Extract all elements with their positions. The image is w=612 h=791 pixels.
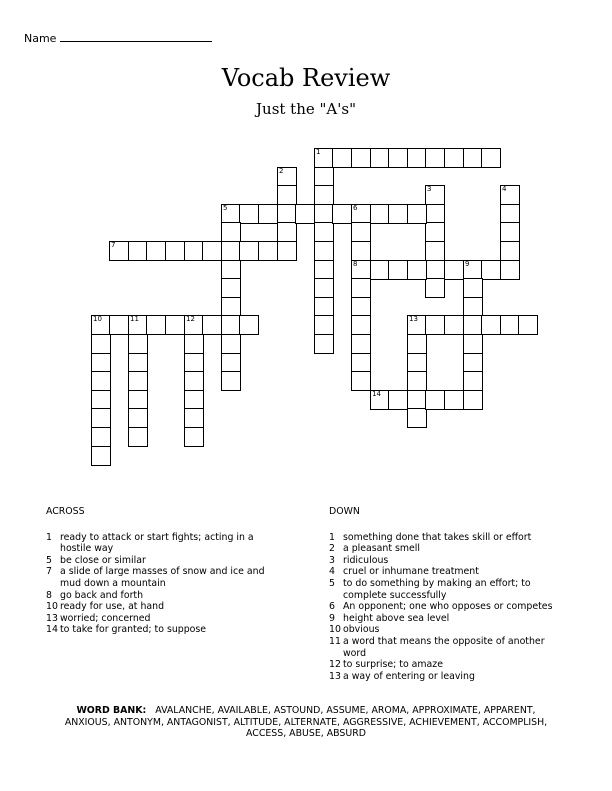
crossword-cell[interactable]: [370, 260, 390, 280]
clue-number: 13: [46, 612, 58, 624]
crossword-cell[interactable]: [388, 204, 408, 224]
crossword-cell[interactable]: [351, 353, 371, 373]
crossword-cell[interactable]: [314, 148, 334, 168]
crossword-cell[interactable]: [184, 390, 204, 410]
crossword-cell[interactable]: [314, 334, 334, 354]
crossword-cell[interactable]: [388, 390, 408, 410]
clue-text: cruel or inhumane treatment: [343, 566, 479, 578]
down-clue-5: [329, 578, 569, 601]
page-title: Vocab Review: [221, 64, 391, 92]
cell-number: 2: [279, 167, 284, 175]
clue-number: 14: [46, 624, 58, 636]
word-bank: [60, 705, 552, 740]
clue-number: 13: [329, 670, 341, 682]
crossword-cell[interactable]: [277, 204, 297, 224]
crossword-cell[interactable]: [351, 334, 371, 354]
crossword-cell[interactable]: [128, 334, 148, 354]
crossword-cell[interactable]: [91, 315, 111, 335]
down-clue-13: [329, 671, 569, 683]
crossword-cell[interactable]: [463, 297, 483, 317]
crossword-cell[interactable]: [221, 353, 241, 373]
crossword-cell[interactable]: [184, 427, 204, 447]
crossword-cell[interactable]: [277, 241, 297, 261]
down-clue-9: [329, 613, 569, 625]
clue-number: 1: [46, 531, 52, 543]
crossword-cell[interactable]: [500, 222, 520, 242]
crossword-cell[interactable]: [314, 297, 334, 317]
crossword-cell[interactable]: [128, 371, 148, 391]
clue-text: An opponent; one who opposes or competes: [343, 601, 553, 613]
crossword-cell[interactable]: [463, 390, 483, 410]
cell-number: 1: [316, 148, 321, 156]
clue-text: to surprise; to amaze: [343, 659, 443, 671]
clue-text: a pleasant smell: [343, 543, 421, 555]
clue-number: 8: [46, 589, 52, 601]
cell-number: 10: [93, 315, 102, 323]
crossword-cell[interactable]: [332, 148, 352, 168]
crossword-cell[interactable]: [407, 204, 427, 224]
cell-number: 13: [409, 315, 418, 323]
crossword-cell[interactable]: [184, 334, 204, 354]
clue-text: ridiculous: [343, 554, 389, 566]
cell-number: 6: [353, 204, 358, 212]
crossword-cell[interactable]: [91, 390, 111, 410]
crossword-cell[interactable]: [463, 315, 483, 335]
crossword-cell[interactable]: [184, 408, 204, 428]
clue-number: 7: [46, 566, 52, 578]
down-clue-4: [329, 566, 569, 578]
crossword-cell[interactable]: [407, 408, 427, 428]
down-clue-3: [329, 555, 569, 567]
crossword-cell[interactable]: [463, 278, 483, 298]
cell-number: 3: [427, 185, 432, 193]
crossword-cell[interactable]: [407, 334, 427, 354]
cell-number: 11: [130, 315, 139, 323]
crossword-cell[interactable]: [221, 204, 241, 224]
crossword-cell[interactable]: [91, 371, 111, 391]
crossword-cell[interactable]: [221, 241, 241, 261]
crossword-cell[interactable]: [165, 315, 185, 335]
crossword-cell[interactable]: [184, 315, 204, 335]
down-clue-12: [329, 659, 569, 671]
crossword-cell[interactable]: [463, 353, 483, 373]
across-clue-10: [46, 601, 286, 613]
crossword-cell[interactable]: [481, 260, 501, 280]
clue-number: 11: [329, 635, 341, 647]
crossword-cell[interactable]: [221, 315, 241, 335]
crossword-cell[interactable]: [128, 241, 148, 261]
crossword-cell[interactable]: [295, 204, 315, 224]
cell-number: 7: [111, 241, 116, 249]
crossword-cell[interactable]: [518, 315, 538, 335]
name-label: Name: [24, 32, 57, 45]
crossword-cell[interactable]: [314, 241, 334, 261]
across-clues: [46, 506, 286, 636]
clue-text: be close or similar: [60, 554, 146, 566]
crossword-cell[interactable]: [425, 241, 445, 261]
crossword-cell[interactable]: [221, 297, 241, 317]
crossword-cell[interactable]: [351, 222, 371, 242]
crossword-cell[interactable]: [91, 334, 111, 354]
across-clue-14: [46, 624, 286, 636]
cell-number: 12: [186, 315, 195, 323]
clue-number: 2: [329, 543, 335, 555]
across-heading: ACROSS: [46, 506, 85, 517]
crossword-cell[interactable]: [91, 408, 111, 428]
crossword-cell[interactable]: [221, 278, 241, 298]
crossword-cell[interactable]: [221, 260, 241, 280]
crossword-cell[interactable]: [425, 315, 445, 335]
crossword-cell[interactable]: [463, 148, 483, 168]
crossword-cell[interactable]: [165, 241, 185, 261]
crossword-cell[interactable]: [184, 371, 204, 391]
crossword-cell[interactable]: [332, 204, 352, 224]
crossword-cell[interactable]: [109, 315, 129, 335]
clue-number: 6: [329, 601, 335, 613]
crossword-cell[interactable]: [500, 241, 520, 261]
clue-text: a way of entering or leaving: [343, 670, 475, 682]
crossword-cell[interactable]: [425, 390, 445, 410]
crossword-cell[interactable]: [388, 148, 408, 168]
clue-text: ready for use, at hand: [60, 601, 165, 613]
crossword-cell[interactable]: [258, 241, 278, 261]
crossword-cell[interactable]: [146, 241, 166, 261]
crossword-cell[interactable]: [314, 204, 334, 224]
clue-number: 10: [329, 624, 341, 636]
page-subtitle: Just the "A's": [256, 100, 356, 118]
down-clue-10: [329, 624, 569, 636]
crossword-cell[interactable]: [109, 241, 129, 261]
crossword-cell[interactable]: [277, 222, 297, 242]
crossword-cell[interactable]: [184, 353, 204, 373]
crossword-cell[interactable]: [425, 148, 445, 168]
crossword-cell[interactable]: [314, 222, 334, 242]
crossword-cell[interactable]: [407, 260, 427, 280]
clue-text: a word that means the opposite of another word: [343, 635, 545, 659]
cell-number: 5: [223, 204, 228, 212]
crossword-cell[interactable]: [500, 315, 520, 335]
crossword-cell[interactable]: [500, 260, 520, 280]
clue-text: worried; concerned: [60, 612, 151, 624]
crossword-cell[interactable]: [351, 371, 371, 391]
across-clue-13: [46, 613, 286, 625]
crossword-cell[interactable]: [370, 148, 390, 168]
across-clue-8: [46, 590, 286, 602]
crossword-cell[interactable]: [463, 260, 483, 280]
clue-text: ready to attack or start fights; acting in a hostile way: [60, 531, 254, 555]
clue-text: to take for granted; to suppose: [60, 624, 207, 636]
crossword-cell[interactable]: [463, 334, 483, 354]
clue-text: to do something by making an effort; to complete successfully: [343, 577, 531, 601]
crossword-cell[interactable]: [425, 278, 445, 298]
cell-number: 14: [372, 390, 381, 398]
cell-number: 9: [465, 260, 470, 268]
crossword-cell[interactable]: [277, 167, 297, 187]
clue-text: height above sea level: [343, 612, 450, 624]
down-clue-2: [329, 543, 569, 555]
clue-number: 12: [329, 659, 341, 671]
clue-number: 9: [329, 612, 335, 624]
crossword-cell[interactable]: [221, 222, 241, 242]
crossword-cell[interactable]: [351, 278, 371, 298]
crossword-cell[interactable]: [463, 371, 483, 391]
crossword-cell[interactable]: [425, 222, 445, 242]
crossword-cell[interactable]: [184, 241, 204, 261]
clue-number: 1: [329, 531, 335, 543]
name-field[interactable]: [24, 31, 212, 45]
crossword-cell[interactable]: [202, 241, 222, 261]
cell-number: 4: [502, 185, 507, 193]
crossword-cell[interactable]: [314, 260, 334, 280]
crossword-cell[interactable]: [500, 185, 520, 205]
crossword-cell[interactable]: [221, 371, 241, 391]
crossword-cell[interactable]: [91, 353, 111, 373]
crossword-cell[interactable]: [277, 185, 297, 205]
crossword-cell[interactable]: [258, 204, 278, 224]
crossword-cell[interactable]: [239, 204, 259, 224]
down-clues: [329, 506, 569, 682]
crossword-cell[interactable]: [221, 334, 241, 354]
word-bank-words: AVALANCHE, AVAILABLE, ASTOUND, ASSUME, AROMA, APPROXIMATE, APPARENT, ANXIOUS, ANTONYM, ANTAGONIST, ALTITUDE, ALTERNATE, AGGRESSIVE, ACHIEVEMENT, ACCOMPLISH, ACCESS, ABUSE, ABSURD: [64, 705, 548, 740]
crossword-cell[interactable]: [146, 315, 166, 335]
crossword-cell[interactable]: [314, 167, 334, 187]
crossword-cell[interactable]: [481, 315, 501, 335]
crossword-cell[interactable]: [314, 185, 334, 205]
crossword-cell[interactable]: [425, 185, 445, 205]
crossword-cell[interactable]: [407, 390, 427, 410]
clue-text: something done that takes skill or effort: [343, 531, 532, 543]
clue-number: 4: [329, 566, 335, 578]
down-clue-6: [329, 601, 569, 613]
crossword-cell[interactable]: [500, 204, 520, 224]
crossword-cell[interactable]: [239, 315, 259, 335]
clue-number: 10: [46, 601, 58, 613]
crossword-cell[interactable]: [425, 204, 445, 224]
clue-text: go back and forth: [60, 589, 144, 601]
crossword-cell[interactable]: [370, 204, 390, 224]
crossword-cell[interactable]: [91, 446, 111, 466]
crossword-cell[interactable]: [351, 315, 371, 335]
crossword-cell[interactable]: [351, 204, 371, 224]
crossword-cell[interactable]: [314, 315, 334, 335]
crossword-cell[interactable]: [444, 390, 464, 410]
crossword-cell[interactable]: [128, 315, 148, 335]
crossword-cell[interactable]: [388, 260, 408, 280]
crossword-cell[interactable]: [370, 390, 390, 410]
crossword-cell[interactable]: [128, 408, 148, 428]
name-line[interactable]: [60, 31, 212, 42]
crossword-cell[interactable]: [444, 260, 464, 280]
crossword-cell[interactable]: [239, 241, 259, 261]
clue-number: 3: [329, 554, 335, 566]
word-bank-label: WORD BANK:: [76, 705, 147, 716]
clue-number: 5: [329, 577, 335, 589]
crossword-cell[interactable]: [128, 390, 148, 410]
crossword-cell[interactable]: [351, 241, 371, 261]
crossword-cell[interactable]: [444, 148, 464, 168]
clue-text: a slide of large masses of snow and ice and mud down a mountain: [60, 566, 265, 589]
crossword-cell[interactable]: [351, 297, 371, 317]
crossword-cell[interactable]: [444, 315, 464, 335]
crossword-cell[interactable]: [128, 427, 148, 447]
crossword-cell[interactable]: [407, 371, 427, 391]
clue-text: obvious: [343, 624, 380, 636]
crossword-cell[interactable]: [407, 148, 427, 168]
crossword-cell[interactable]: [351, 148, 371, 168]
crossword-cell[interactable]: [481, 148, 501, 168]
across-clue-7: [46, 566, 286, 589]
crossword-cell[interactable]: [407, 353, 427, 373]
crossword-cell[interactable]: [128, 353, 148, 373]
crossword-cell[interactable]: [351, 260, 371, 280]
crossword-cell[interactable]: [314, 278, 334, 298]
crossword-cell[interactable]: [407, 315, 427, 335]
down-heading: DOWN: [329, 506, 360, 517]
crossword-cell[interactable]: [91, 427, 111, 447]
clue-number: 5: [46, 554, 52, 566]
down-clue-11: [329, 636, 569, 659]
down-clue-1: [329, 532, 569, 544]
crossword-cell[interactable]: [202, 315, 222, 335]
cell-number: 8: [353, 260, 358, 268]
across-clue-1: [46, 532, 286, 555]
crossword-cell[interactable]: [425, 260, 445, 280]
across-clue-5: [46, 555, 286, 567]
